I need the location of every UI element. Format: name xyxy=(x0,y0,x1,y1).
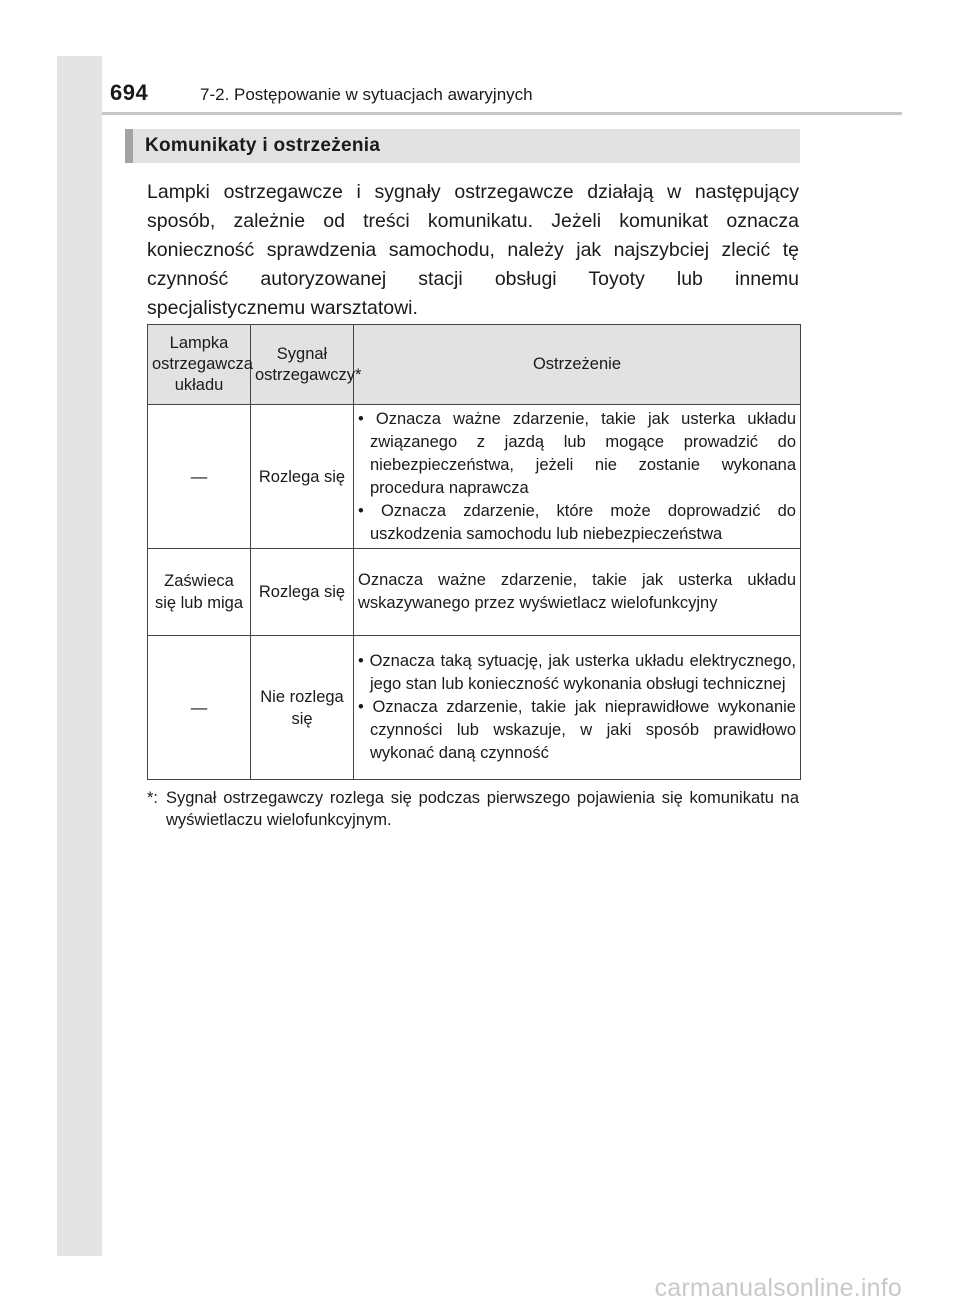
warning-item: • Oznacza zdarzenie, takie jak nieprawidłowe wykonanie czynności lub wskazuje, w jaki sposób prawidłowo wykonać daną czynność xyxy=(358,696,796,765)
cell-warning xyxy=(354,405,801,549)
cell-lamp: Zaświeca się lub miga xyxy=(148,549,251,636)
header-divider xyxy=(102,112,902,115)
warning-item: • Oznacza zdarzenie, które może doprowadzić do uszkodzenia samochodu lub niebezpieczeństwa xyxy=(358,500,796,546)
table-row xyxy=(148,549,801,636)
warning-list xyxy=(358,650,796,765)
intro-paragraph: Lampki ostrzegawcze i sygnały ostrzegawcze działają w następujący sposób, zależnie od treści komunikatu. Jeżeli komunikat oznacza konieczność sprawdzenia samochodu, należy jak najszybciej zlecić tę czynność autoryzowanej stacji obsługi Toyoty lub innemu specjalistycznemu warsztatowi. xyxy=(147,181,799,319)
page-side-strip xyxy=(57,56,102,1256)
page-number: 694 xyxy=(110,80,149,105)
warning-item: • Oznacza ważne zdarzenie, takie jak usterka układu związanego z jazdą lub mogące prowadzić do niebezpieczeństwa, jeżeli nie zostanie wykonana procedura naprawcza xyxy=(358,408,796,500)
table-header-row xyxy=(148,325,801,405)
cell-lamp: — xyxy=(148,636,251,780)
footnote-mark: *: xyxy=(147,789,159,807)
warnings-table xyxy=(147,324,801,780)
watermark-link[interactable]: carmanualsonline.info xyxy=(654,1274,902,1302)
cell-warning xyxy=(354,636,801,780)
header-buzzer: Sygnał ostrzegawczy* xyxy=(251,325,354,405)
header-lamp: Lampka ostrzegawcza układu xyxy=(148,325,251,405)
cell-warning: Oznacza ważne zdarzenie, takie jak usterka układu wskazywanego przez wyświetlacz wielofunkcyjny xyxy=(354,549,801,636)
cell-buzzer: Rozlega się xyxy=(251,405,354,549)
section-heading-bar xyxy=(125,129,800,163)
header-warning: Ostrzeżenie xyxy=(354,325,801,405)
cell-lamp: — xyxy=(148,405,251,549)
warning-list xyxy=(358,408,796,546)
warning-item: • Oznacza taką sytuację, jak usterka układu elektrycznego, jego stan lub konieczność wykonania obsługi technicznej xyxy=(358,650,796,696)
table-row xyxy=(148,636,801,780)
chapter-title: 7-2. Postępowanie w sytuacjach awaryjnych xyxy=(200,85,533,104)
cell-buzzer: Rozlega się xyxy=(251,549,354,636)
cell-buzzer: Nie rozlega się xyxy=(251,636,354,780)
section-title: Komunikaty i ostrzeżenia xyxy=(145,135,381,156)
footnote xyxy=(147,787,799,831)
footnote-text: Sygnał ostrzegawczy rozlega się podczas pierwszego pojawienia się komunikatu na wyświetlaczu wielofunkcyjnym. xyxy=(166,789,799,829)
section-heading-accent xyxy=(125,129,133,163)
table-row xyxy=(148,405,801,549)
